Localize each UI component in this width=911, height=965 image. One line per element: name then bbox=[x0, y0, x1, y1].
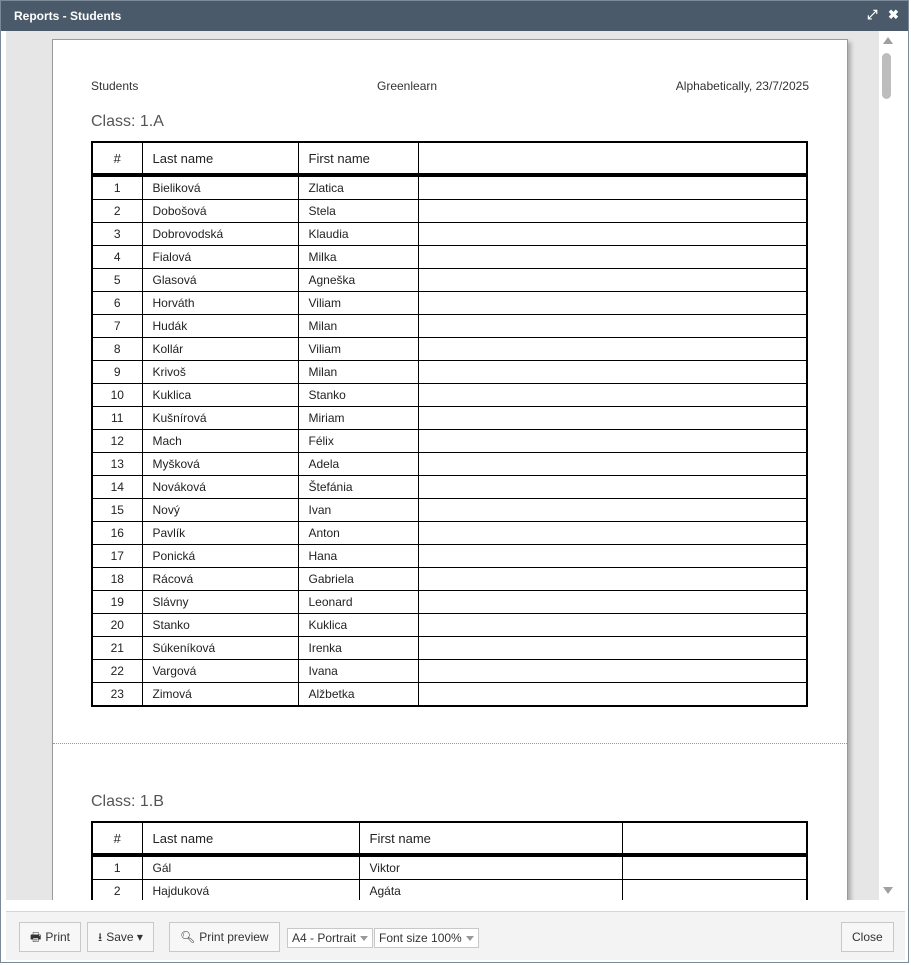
close-label: Close bbox=[852, 930, 883, 944]
table-row bbox=[92, 855, 807, 880]
table-cell: Nový bbox=[142, 499, 298, 522]
table-cell: Anton bbox=[298, 522, 418, 545]
students-table bbox=[91, 821, 808, 900]
printer-icon: 🖶 bbox=[30, 930, 42, 944]
save-label: Save bbox=[106, 930, 134, 944]
table-cell: Rácová bbox=[142, 568, 298, 591]
table-cell: 1 bbox=[92, 175, 142, 200]
table-cell: Stanko bbox=[142, 614, 298, 637]
table-cell: 22 bbox=[92, 660, 142, 683]
table-cell bbox=[418, 430, 807, 453]
table-cell: Viktor bbox=[359, 855, 622, 880]
table-cell: Gabriela bbox=[298, 568, 418, 591]
table-row bbox=[92, 175, 807, 200]
table-row bbox=[92, 269, 807, 292]
chevron-down-icon bbox=[466, 936, 474, 941]
column-header: First name bbox=[359, 822, 622, 855]
table-cell bbox=[418, 407, 807, 430]
table-cell bbox=[418, 269, 807, 292]
table-header-row bbox=[92, 142, 807, 175]
table-cell bbox=[418, 476, 807, 499]
table-row bbox=[92, 384, 807, 407]
table-cell: Dobošová bbox=[142, 200, 298, 223]
table-cell bbox=[418, 175, 807, 200]
title-bar bbox=[1, 1, 908, 31]
table-cell: Štefánia bbox=[298, 476, 418, 499]
table-cell: Klaudia bbox=[298, 223, 418, 246]
table-cell bbox=[418, 637, 807, 660]
scroll-up-icon[interactable] bbox=[883, 37, 893, 44]
table-cell: Pavlík bbox=[142, 522, 298, 545]
table-cell: 16 bbox=[92, 522, 142, 545]
class-title: Class: 1.A bbox=[91, 113, 164, 130]
table-cell: Mach bbox=[142, 430, 298, 453]
table-cell: Alžbetka bbox=[298, 683, 418, 707]
table-cell bbox=[622, 880, 807, 901]
report-page bbox=[52, 39, 848, 900]
table-cell: Miriam bbox=[298, 407, 418, 430]
preview-viewport bbox=[6, 31, 879, 900]
table-cell: Félix bbox=[298, 430, 418, 453]
paper-size-value: A4 - Portrait bbox=[292, 931, 357, 945]
table-row bbox=[92, 453, 807, 476]
table-cell: 1 bbox=[92, 855, 142, 880]
table-cell: 11 bbox=[92, 407, 142, 430]
table-row bbox=[92, 200, 807, 223]
table-cell bbox=[418, 246, 807, 269]
table-cell bbox=[418, 568, 807, 591]
table-cell: Kušnírová bbox=[142, 407, 298, 430]
students-table bbox=[91, 141, 808, 707]
table-row bbox=[92, 683, 807, 707]
table-cell bbox=[418, 361, 807, 384]
table-row bbox=[92, 614, 807, 637]
table-cell bbox=[418, 292, 807, 315]
table-cell: 18 bbox=[92, 568, 142, 591]
table-cell: 19 bbox=[92, 591, 142, 614]
table-cell bbox=[418, 384, 807, 407]
table-cell bbox=[418, 338, 807, 361]
table-cell: Fialová bbox=[142, 246, 298, 269]
table-cell: Leonard bbox=[298, 591, 418, 614]
table-cell bbox=[418, 683, 807, 707]
table-row bbox=[92, 476, 807, 499]
table-cell: Hana bbox=[298, 545, 418, 568]
table-cell: Zlatica bbox=[298, 175, 418, 200]
download-icon: ⭳ bbox=[98, 930, 103, 944]
table-cell: 5 bbox=[92, 269, 142, 292]
table-cell: Kuklica bbox=[298, 614, 418, 637]
table-cell: 12 bbox=[92, 430, 142, 453]
table-cell: 9 bbox=[92, 361, 142, 384]
table-cell: Viliam bbox=[298, 292, 418, 315]
table-cell: Irenka bbox=[298, 637, 418, 660]
table-cell: 7 bbox=[92, 315, 142, 338]
table-row bbox=[92, 315, 807, 338]
caret-down-icon: ▾ bbox=[136, 930, 143, 944]
close-button[interactable] bbox=[841, 922, 894, 952]
table-cell bbox=[418, 499, 807, 522]
table-cell bbox=[418, 591, 807, 614]
table-cell: 14 bbox=[92, 476, 142, 499]
table-cell: Milan bbox=[298, 315, 418, 338]
table-cell: Ponická bbox=[142, 545, 298, 568]
table-cell: Zimová bbox=[142, 683, 298, 707]
table-cell bbox=[418, 614, 807, 637]
print-label: Print bbox=[45, 930, 71, 944]
table-row bbox=[92, 660, 807, 683]
column-header: Last name bbox=[142, 822, 359, 855]
table-row bbox=[92, 591, 807, 614]
table-cell: Bieliková bbox=[142, 175, 298, 200]
table-row bbox=[92, 338, 807, 361]
table-cell: 2 bbox=[92, 880, 142, 901]
table-cell: 2 bbox=[92, 200, 142, 223]
vertical-scrollbar[interactable] bbox=[879, 31, 897, 900]
table-row bbox=[92, 223, 807, 246]
print-preview-label: Print preview bbox=[199, 930, 269, 944]
column-header: # bbox=[92, 142, 142, 175]
table-row bbox=[92, 568, 807, 591]
table-cell bbox=[418, 660, 807, 683]
table-cell: Hudák bbox=[142, 315, 298, 338]
column-header: First name bbox=[298, 142, 418, 175]
print-preview-button[interactable] bbox=[169, 922, 280, 952]
window-title: Reports - Students bbox=[14, 9, 122, 23]
table-cell: Nováková bbox=[142, 476, 298, 499]
column-header bbox=[622, 822, 807, 855]
table-cell: Kuklica bbox=[142, 384, 298, 407]
table-cell bbox=[418, 315, 807, 338]
table-row bbox=[92, 522, 807, 545]
column-header: # bbox=[92, 822, 142, 855]
table-row bbox=[92, 499, 807, 522]
table-cell: 3 bbox=[92, 223, 142, 246]
table-cell: 20 bbox=[92, 614, 142, 637]
font-size-select[interactable] bbox=[374, 928, 479, 948]
page-break bbox=[53, 743, 847, 744]
table-cell: Dobrovodská bbox=[142, 223, 298, 246]
table-row bbox=[92, 361, 807, 384]
table-cell: 6 bbox=[92, 292, 142, 315]
table-cell: Kollár bbox=[142, 338, 298, 361]
table-cell: 8 bbox=[92, 338, 142, 361]
table-row bbox=[92, 545, 807, 568]
table-cell: Slávny bbox=[142, 591, 298, 614]
table-cell: Horváth bbox=[142, 292, 298, 315]
page-header-center: Greenlearn bbox=[377, 79, 438, 93]
page-header-right: Alphabetically, 23/7/2025 bbox=[675, 79, 809, 93]
table-cell: 15 bbox=[92, 499, 142, 522]
table-row bbox=[92, 292, 807, 315]
table-cell bbox=[418, 545, 807, 568]
maximize-icon[interactable]: ⤢ bbox=[867, 7, 878, 22]
scroll-thumb[interactable] bbox=[882, 53, 891, 99]
paper-size-select[interactable] bbox=[287, 928, 373, 948]
class-title: Class: 1.B bbox=[91, 793, 164, 810]
table-row bbox=[92, 637, 807, 660]
table-cell: Súkeníková bbox=[142, 637, 298, 660]
table-cell: Glasová bbox=[142, 269, 298, 292]
table-cell bbox=[418, 223, 807, 246]
table-cell: 17 bbox=[92, 545, 142, 568]
font-size-value: Font size 100% bbox=[379, 931, 462, 945]
table-row bbox=[92, 880, 807, 901]
table-cell: 4 bbox=[92, 246, 142, 269]
table-cell: Agneška bbox=[298, 269, 418, 292]
table-cell: 10 bbox=[92, 384, 142, 407]
scroll-down-icon[interactable] bbox=[883, 887, 893, 894]
table-cell: 13 bbox=[92, 453, 142, 476]
table-cell: Myšková bbox=[142, 453, 298, 476]
table-cell: Adela bbox=[298, 453, 418, 476]
table-cell: Ivan bbox=[298, 499, 418, 522]
table-cell: Viliam bbox=[298, 338, 418, 361]
table-row bbox=[92, 407, 807, 430]
table-cell bbox=[622, 855, 807, 880]
table-cell: Milan bbox=[298, 361, 418, 384]
print-button[interactable] bbox=[19, 922, 81, 952]
table-cell: Milka bbox=[298, 246, 418, 269]
table-cell: Stela bbox=[298, 200, 418, 223]
page-header-left: Students bbox=[91, 79, 139, 93]
table-cell bbox=[418, 200, 807, 223]
table-cell: Stanko bbox=[298, 384, 418, 407]
table-cell: Ivana bbox=[298, 660, 418, 683]
table-row bbox=[92, 246, 807, 269]
chevron-down-icon bbox=[360, 936, 368, 941]
table-cell bbox=[418, 522, 807, 545]
table-cell: Hajduková bbox=[142, 880, 359, 901]
column-header bbox=[418, 142, 807, 175]
table-header-row bbox=[92, 822, 807, 855]
table-cell: 21 bbox=[92, 637, 142, 660]
column-header: Last name bbox=[142, 142, 298, 175]
search-icon: 🔍︎ bbox=[180, 930, 196, 944]
table-cell: Vargová bbox=[142, 660, 298, 683]
save-button[interactable] bbox=[87, 922, 154, 952]
table-cell: Krivoš bbox=[142, 361, 298, 384]
table-cell bbox=[418, 453, 807, 476]
table-cell: Gál bbox=[142, 855, 359, 880]
table-cell: Agáta bbox=[359, 880, 622, 901]
close-icon[interactable]: ✖ bbox=[888, 7, 899, 22]
table-cell: 23 bbox=[92, 683, 142, 707]
dialog-footer bbox=[6, 911, 905, 960]
table-row bbox=[92, 430, 807, 453]
